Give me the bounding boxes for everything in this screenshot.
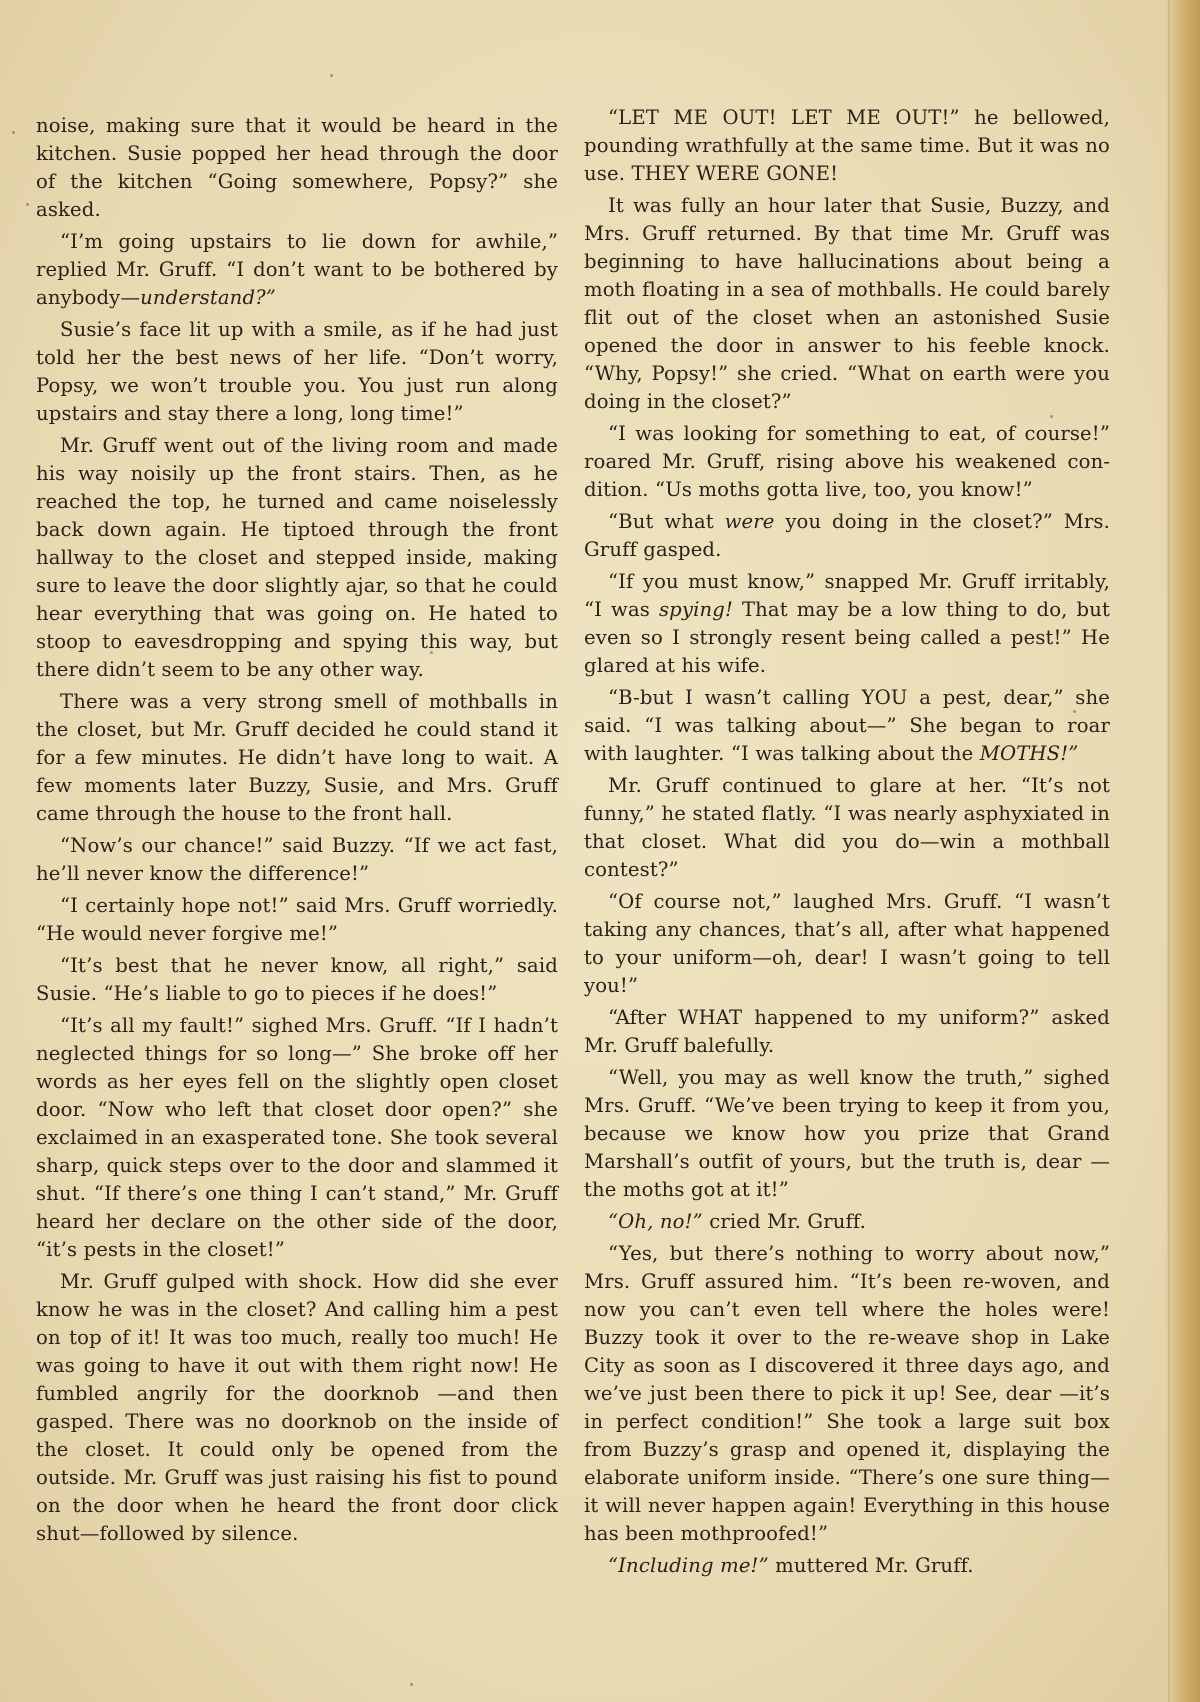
text-run: “Of course not,” laughed Mrs. Gruff. “I wasn’t taking any chances, that’s all, after what happened to your uniform—oh, dear! I wasn’t going to tell you!” (584, 890, 1110, 997)
text-run: “It’s all my fault!” sighed Mrs. Gruff. “If I hadn’t neglected things for so long—” She broke off her words as her eyes fell on the slightly open closet door. “Now who left that closet door open?” she exclaimed in an exasperated tone. She took several sharp, quick steps over to the door and slammed it shut. “If there’s one thing I can’t stand,” Mr. Gruff heard her declare on the other side of the door, “it’s pests in the closet!” (36, 1014, 558, 1261)
text-run: “B-but I wasn’t calling YOU a pest, dear,” she said. “I was talking about—” She began to roar with laughter. “I was talking about the (584, 686, 1110, 765)
italic-run: MOTHS!” (979, 742, 1079, 765)
text-run: “Yes, but there’s nothing to worry about now,” Mrs. Gruff assured him. “It’s been re-woven, and now you can’t even tell where the holes were! Buzzy took it over to the re-weave shop in Lake City as soon as I discovered it three days ago, and we’ve just been there to pick it up! See, dear —it’s in perfect condition!” She took a large suit box from Buzzy’s grasp and opened it, displaying the elaborate uniform inside. “There’s one sure thing—it will never happen again! Everything in this house has been mothproofed!” (584, 1242, 1110, 1545)
text-run: muttered Mr. Gruff. (768, 1554, 974, 1577)
text-run: It was fully an hour later that Susie, Buzzy, and Mrs. Gruff returned. By that time Mr. Gruff was beginning to have hallucinations about being a moth floating in a sea of mothballs. He could barely flit out of the closet when an astonished Susie opened the door in answer to his feeble knock. “Why, Popsy!” she cried. “What on earth were you doing in the closet?” (584, 194, 1110, 413)
text-run: “I was looking for something to eat, of course!” roared Mr. Gruff, rising above his weakened condition. “Us moths gotta live, too, you know!” (584, 422, 1110, 501)
text-run: “Now’s our chance!” said Buzzy. “If we act fast, he’ll never know the difference!” (36, 834, 558, 885)
paragraph (584, 888, 1110, 1000)
paragraph (36, 892, 558, 948)
italic-run: were (724, 510, 775, 533)
paragraph (36, 832, 558, 888)
italic-run: “Including me!” (608, 1554, 769, 1577)
text-run: noise, making sure that it would be heard in the kitchen. Susie popped her head through the door of the kitchen “Going somewhere, Popsy?” she asked. (36, 114, 558, 221)
text-run: Mr. Gruff continued to glare at her. “It’s not funny,” he stated flatly. “I was nearly asphyxiated in that closet. What did you do—win a mothball contest?” (584, 774, 1110, 881)
text-run: “LET ME OUT! LET ME OUT!” he bellowed, pounding wrathfully at the same time. But it was no use. THEY WERE GONE! (584, 106, 1110, 185)
paragraph (36, 112, 558, 224)
paragraph (584, 1240, 1110, 1548)
paragraph (584, 684, 1110, 768)
paragraph (36, 1268, 558, 1548)
paragraph (584, 1208, 1110, 1236)
paragraph (36, 1012, 558, 1264)
paragraph (584, 104, 1110, 188)
italic-run: spying! (658, 598, 733, 621)
text-run: Mr. Gruff gulped with shock. How did she ever know he was in the closet? And calling him a pest on top of it! It was too much, really too much! He was going to have it out with them right now! He fumbled angrily for the doorknob —and then gasped. There was no doorknob on the inside of the closet. It could only be opened from the outside. Mr. Gruff was just raising his fist to pound on the door when he heard the front door click shut—followed by silence. (36, 1270, 558, 1545)
text-run: That may be a low thing to do, but even so I strongly resent being called a pest!” He glared at his wife. (584, 598, 1110, 677)
text-run: “I certainly hope not!” said Mrs. Gruff worriedly. “He would never forgive me!” (36, 894, 558, 945)
paragraph (584, 1004, 1110, 1060)
paragraph (584, 1552, 1110, 1580)
paragraph (584, 192, 1110, 416)
italic-run: understand?” (140, 286, 276, 309)
text-run: you doing in the closet?” Mrs. Gruff gasped. (584, 510, 1111, 561)
page-edge-line (1168, 0, 1170, 1702)
paragraph (584, 508, 1110, 564)
paragraph (36, 688, 558, 828)
page-edge (1166, 0, 1200, 1702)
text-run: “If you must know,” snapped Mr. Gruff irritably, “I was (584, 570, 1110, 621)
text-run: “But what (608, 510, 725, 533)
paragraph (36, 228, 558, 312)
paragraph (36, 316, 558, 428)
text-run: “I’m going upstairs to lie down for awhile,” replied Mr. Gruff. “I don’t want to be bothered by anybody— (36, 230, 558, 309)
text-run: Susie’s face lit up with a smile, as if he had just told her the best news of her life. “Don’t worry, Popsy, we won’t trouble you. You just run along upstairs and stay there a long, long time!” (36, 318, 558, 425)
right-text-column (584, 104, 1110, 1584)
paragraph (584, 772, 1110, 884)
text-run: There was a very strong smell of mothballs in the closet, but Mr. Gruff decided he could stand it for a few minutes. He didn’t have long to wait. A few moments later Buzzy, Susie, and Mrs. Gruff came through the house to the front hall. (36, 690, 558, 825)
text-run: “It’s best that he never know, all right,” said Susie. “He’s liable to go to pieces if he does!” (36, 954, 558, 1005)
text-run: cried Mr. Gruff. (702, 1210, 866, 1233)
paragraph (584, 420, 1110, 504)
left-text-column (36, 112, 558, 1552)
italic-run: “Oh, no!” (608, 1210, 703, 1233)
text-run: “After WHAT happened to my uniform?” asked Mr. Gruff balefully. (584, 1006, 1110, 1057)
text-run: Mr. Gruff went out of the living room and made his way noisily up the front stairs. Then, as he reached the top, he turned and came noiselessly back down again. He tiptoed through the front hallway to the closet and stepped inside, making sure to leave the door slightly ajar, so that he could hear everything that was going on. He hated to stoop to eavesdropping and spying this way, but there didn’t seem to be any other way. (36, 434, 558, 681)
text-run: “Well, you may as well know the truth,” sighed Mrs. Gruff. “We’ve been trying to keep it from you, because we know how you prize that Grand Marshall’s outfit of yours, but the truth is, dear —the moths got at it!” (584, 1066, 1110, 1201)
paragraph (584, 568, 1110, 680)
paragraph (36, 432, 558, 684)
paragraph (36, 952, 558, 1008)
paragraph (584, 1064, 1110, 1204)
